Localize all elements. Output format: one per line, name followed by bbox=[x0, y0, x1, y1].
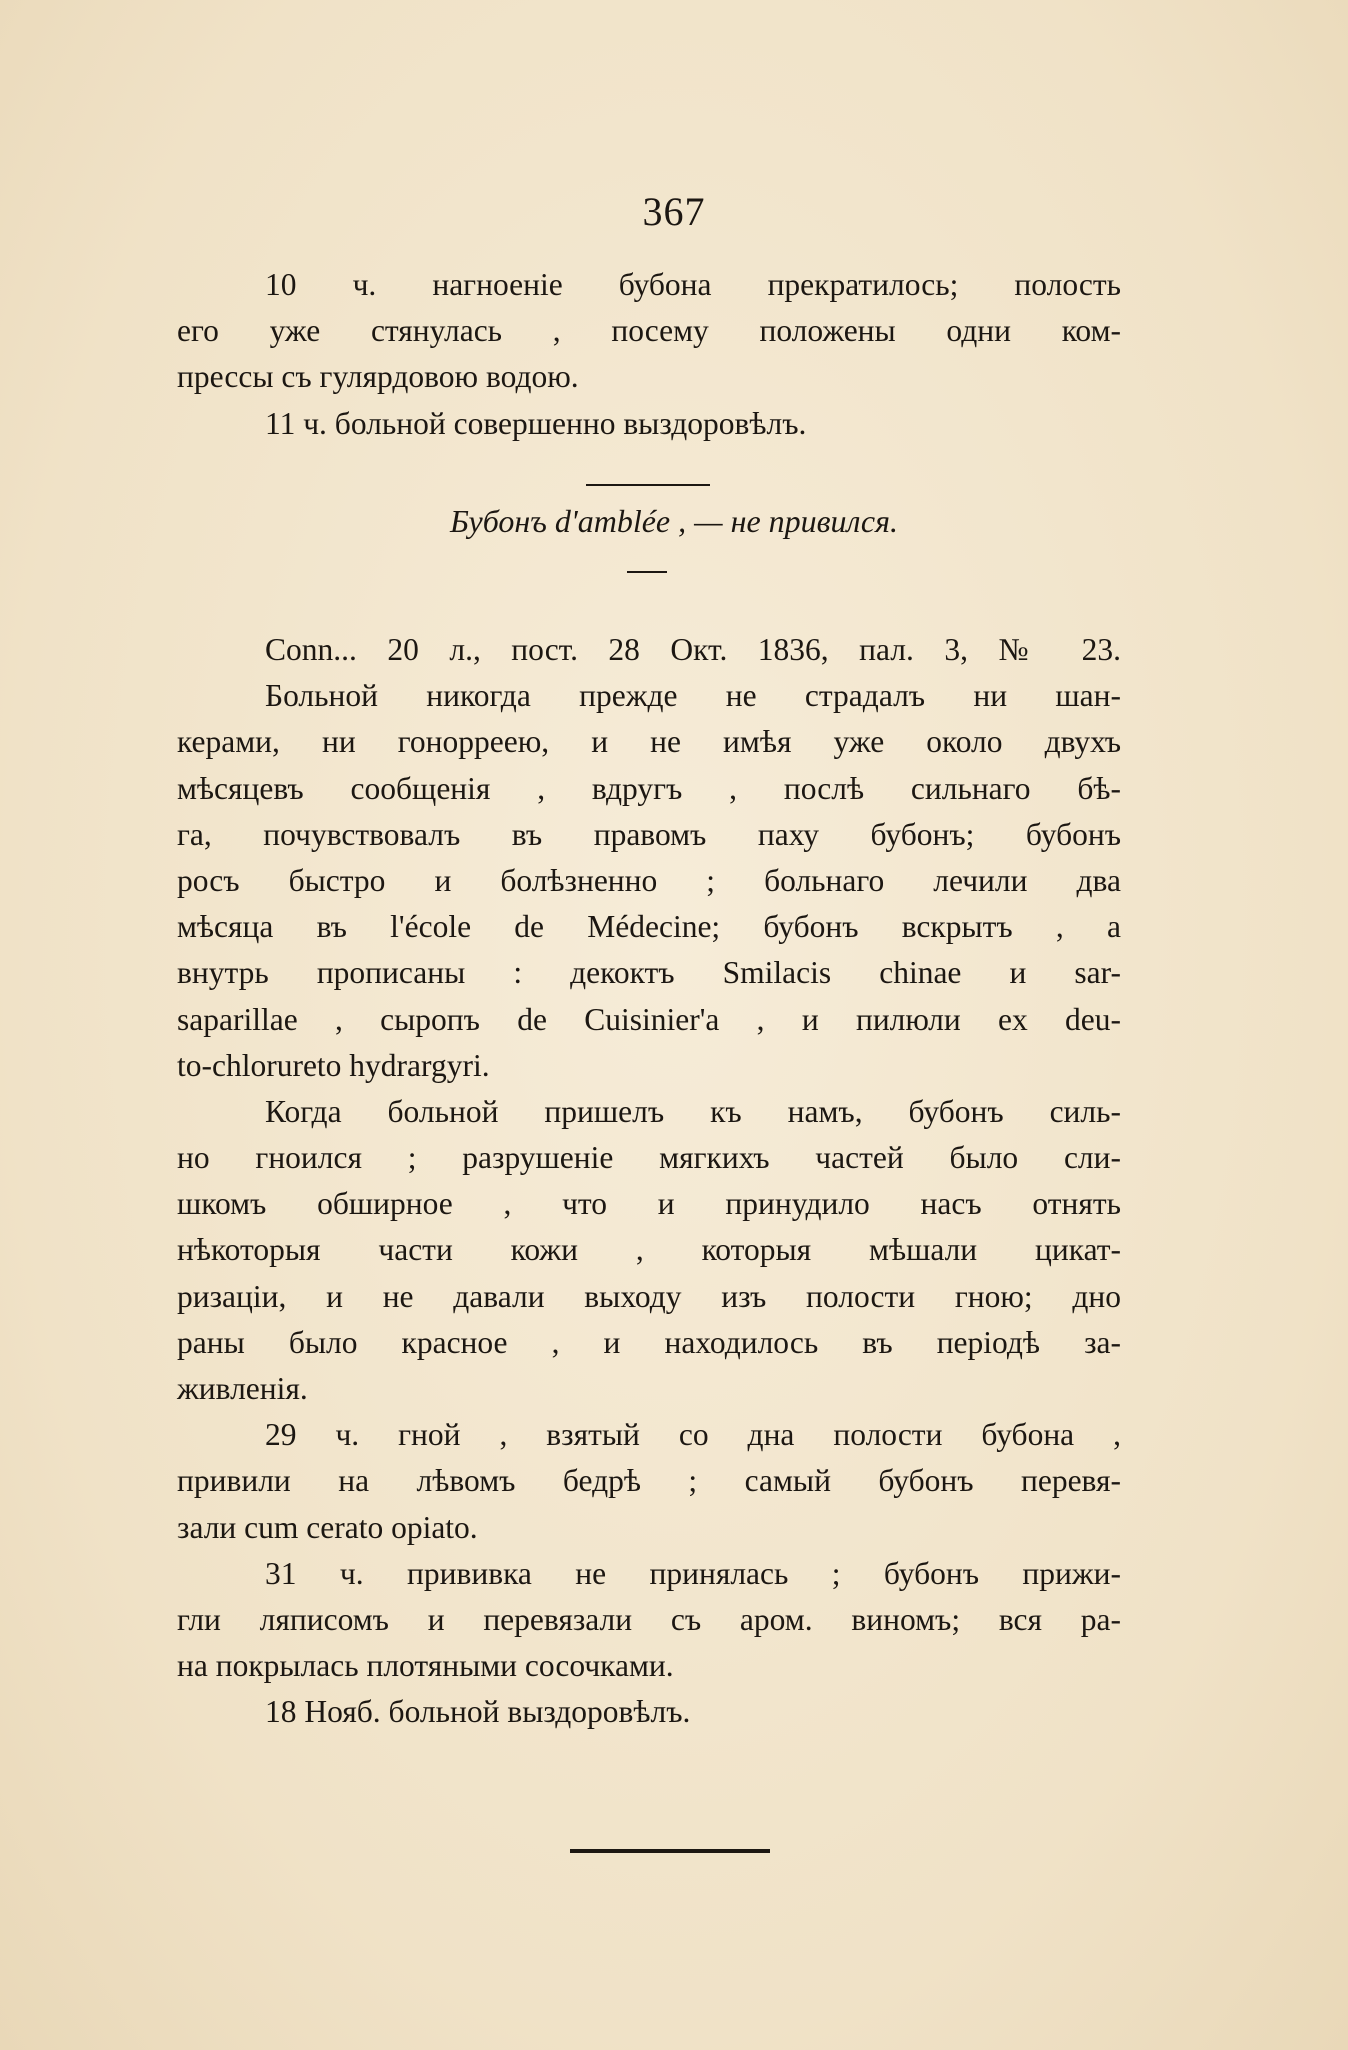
text-line: мѣсяца въ l'école de Médecine; бубонъ вскрытъ , а bbox=[177, 909, 1121, 945]
end-rule bbox=[570, 1849, 770, 1853]
text-line: росъ быстро и болѣзненно ; больнаго лечили два bbox=[177, 862, 1121, 898]
text-line: керами, ни гонорреею, и не имѣя уже около двухъ bbox=[177, 724, 1121, 760]
text-line: 18 Нояб. больной выздоровѣлъ. bbox=[265, 1694, 691, 1730]
text-line: to-chlorureto hydrargyri. bbox=[177, 1047, 490, 1083]
text-line: гли ляписомъ и перевязали съ аром. виномъ; вся ра- bbox=[177, 1601, 1121, 1637]
case-body bbox=[177, 627, 1121, 1736]
case-header: Conn... 20 л., пост. 28 Окт. 1836, пал. 3, № 23. bbox=[265, 632, 1121, 667]
text-line: га, почувствовалъ въ правомъ паху бубонъ; бубонъ bbox=[177, 816, 1121, 852]
text-line: но гноился ; разрушеніе мягкихъ частей было сли- bbox=[177, 1140, 1121, 1176]
text-line: 29 ч. гной , взятый со дна полости бубона , bbox=[265, 1417, 1121, 1453]
text-line: saparillae , сыропъ de Cuisinier'a , и пилюли ex deu- bbox=[177, 1001, 1121, 1037]
text-line: Когда больной пришелъ къ намъ, бубонъ силь- bbox=[265, 1093, 1121, 1129]
divider-rule bbox=[586, 484, 710, 486]
text-line: Больной никогда прежде не страдалъ ни шан- bbox=[265, 678, 1121, 714]
text-line: мѣсяцевъ сообщенія , вдругъ , послѣ сильнаго бѣ- bbox=[177, 770, 1121, 806]
text-line: на покрылась плотяными сосочками. bbox=[177, 1648, 674, 1684]
text-line: 11 ч. больной совершенно выздоровѣлъ. bbox=[265, 405, 807, 441]
page-number: 367 bbox=[642, 189, 706, 234]
text-line: раны было красное , и находилось въ періодѣ за- bbox=[177, 1324, 1121, 1360]
text-line: нѣкоторыя части кожи , которыя мѣшали цикат- bbox=[177, 1232, 1121, 1268]
text-line: ризаціи, и не давали выходу изъ полости гною; дно bbox=[177, 1278, 1121, 1314]
text-line: 31 ч. прививка не принялась ; бубонъ прижи- bbox=[265, 1555, 1121, 1591]
text-line: зали cum cerato opiato. bbox=[177, 1509, 478, 1545]
text-line: прессы съ гулярдовою водою. bbox=[177, 359, 579, 395]
text-line: внутрь прописаны : декоктъ Smilacis chinae и sar- bbox=[177, 955, 1121, 991]
text-line: живленія. bbox=[177, 1371, 308, 1406]
short-divider-rule bbox=[627, 571, 667, 573]
text-line: шкомъ обширное , что и принудило насъ отнять bbox=[177, 1186, 1121, 1222]
text-line: 10 ч. нагноеніе бубона прекратилось; полость bbox=[265, 267, 1121, 302]
opening-paragraphs bbox=[177, 262, 1121, 447]
text-line: привили на лѣвомъ бедрѣ ; самый бубонъ перевя- bbox=[177, 1463, 1121, 1499]
section-title: Бубонъ d'amblée , — не привился. bbox=[450, 503, 898, 539]
text-line: его уже стянулась , посему положены одни ком- bbox=[177, 313, 1121, 349]
